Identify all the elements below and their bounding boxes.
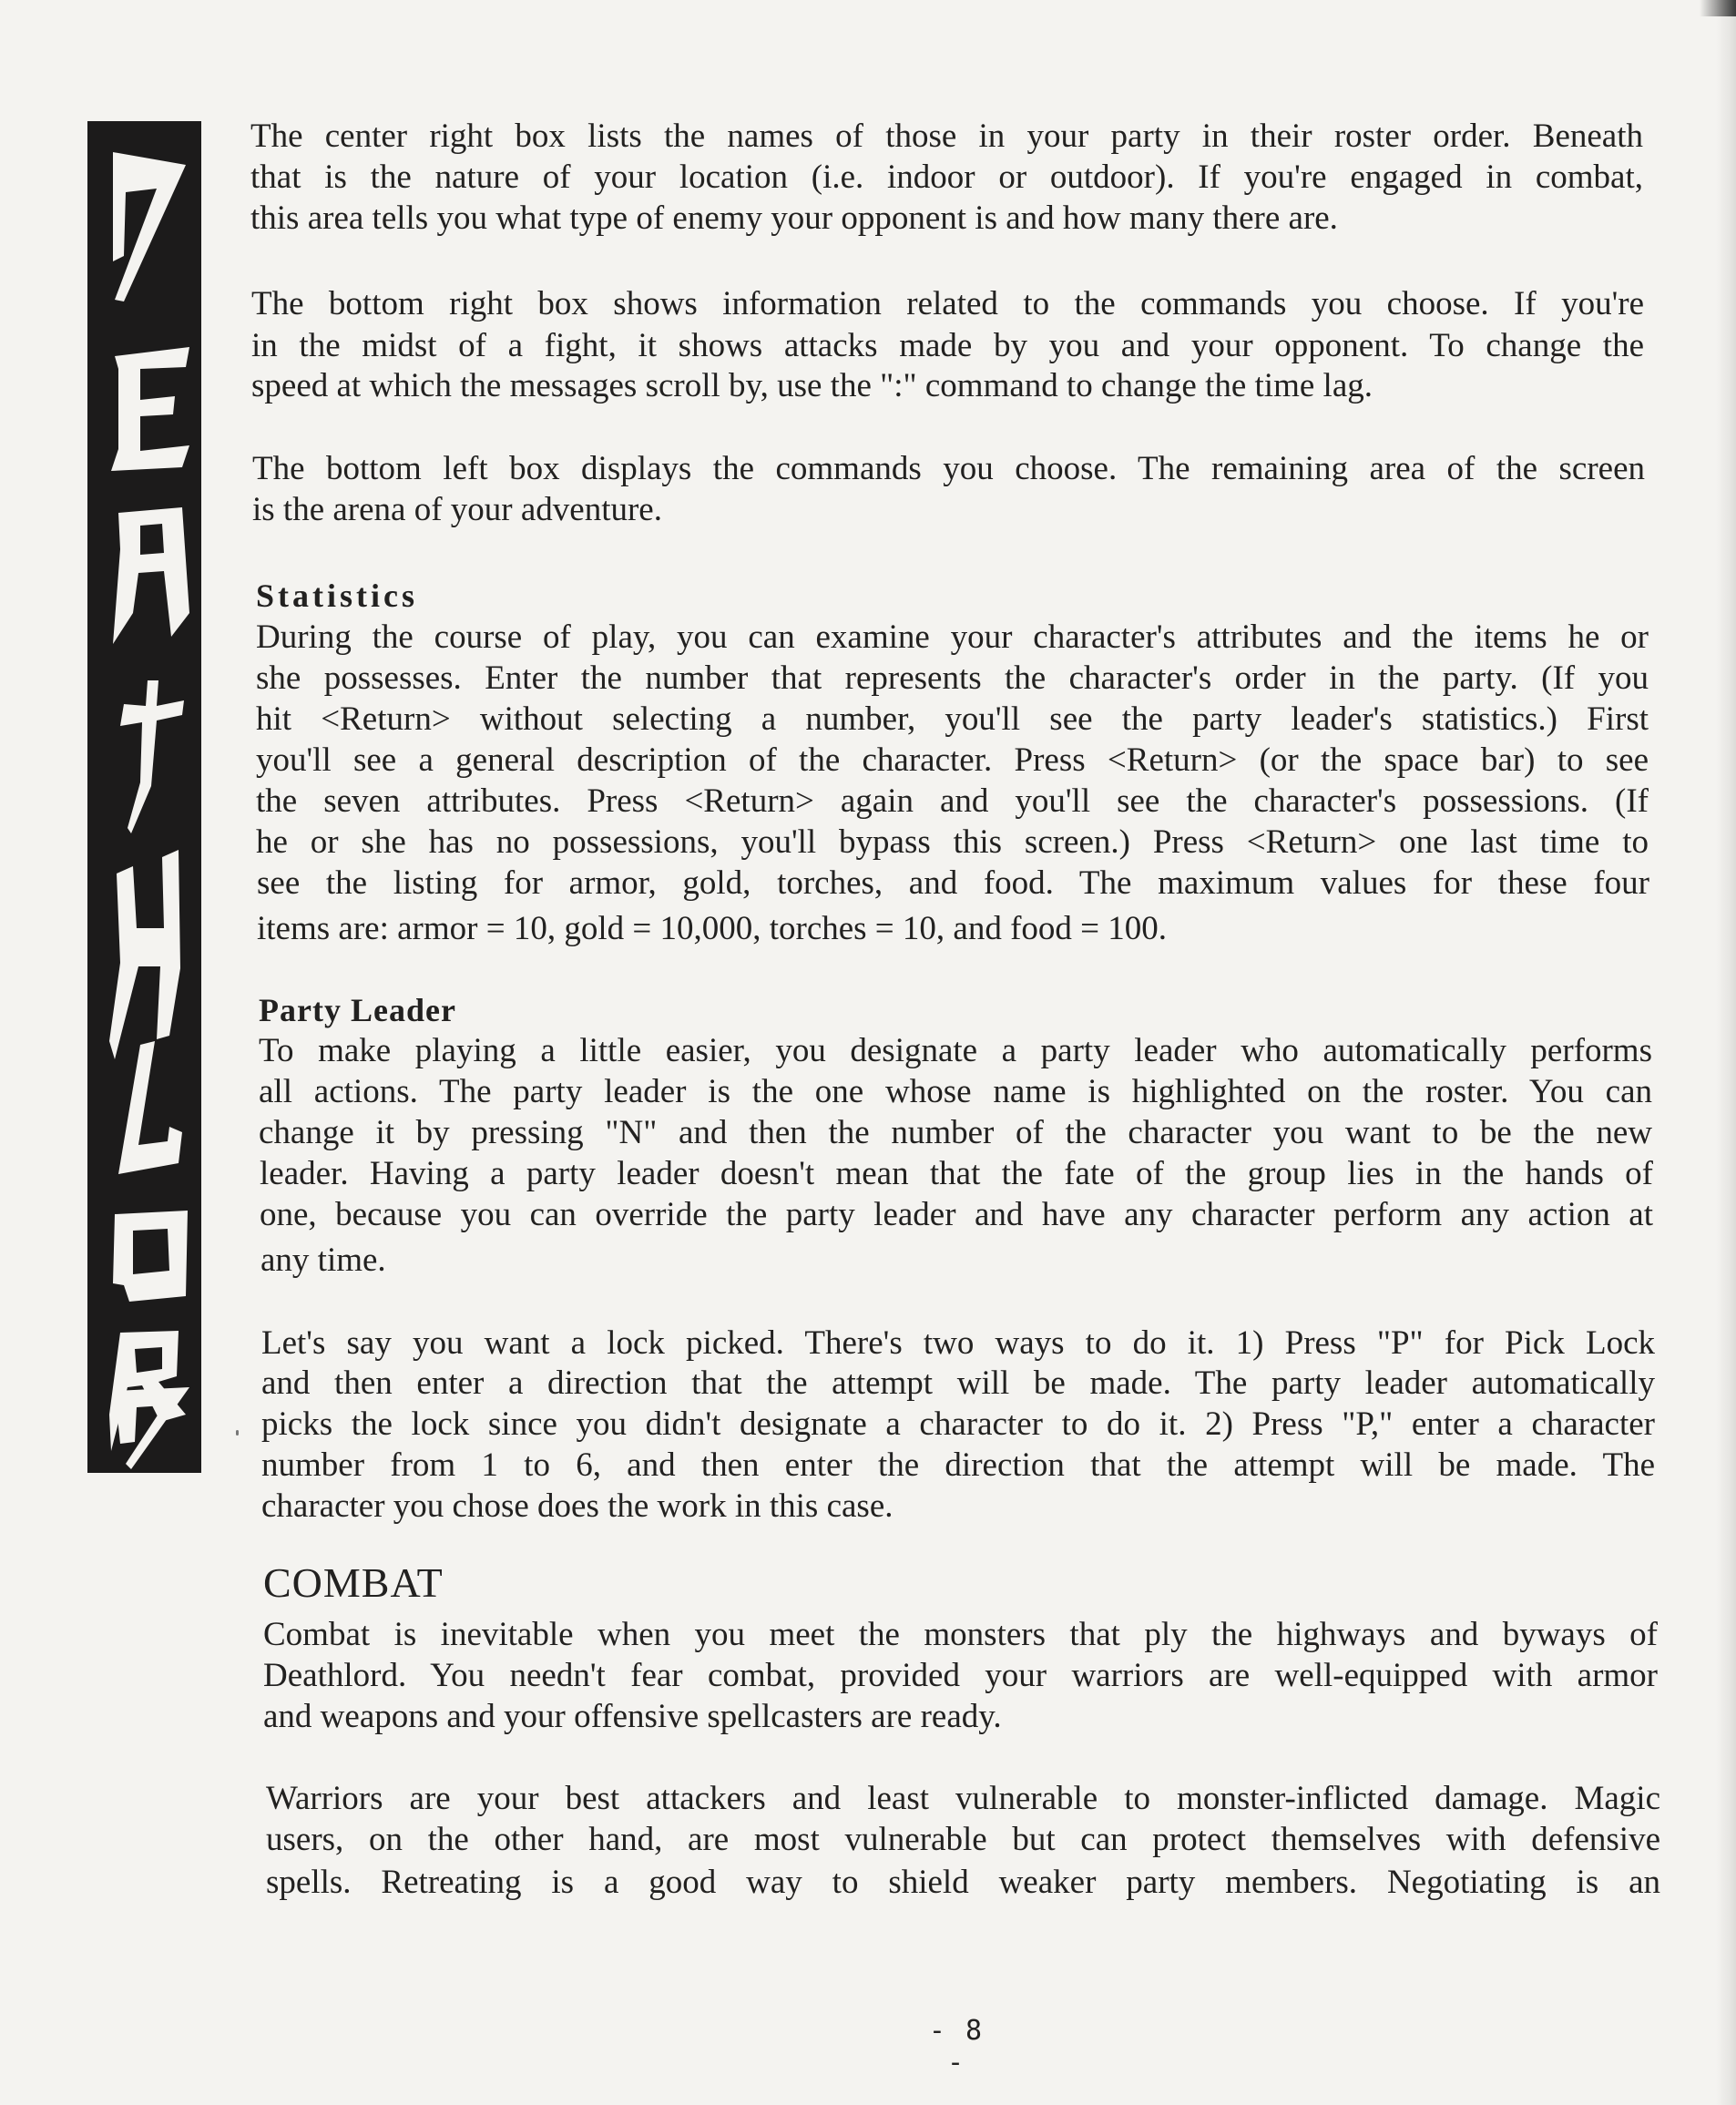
text-line: Warriors are your best attackers and least vulnerable to monster-inflicted damage. Magic bbox=[266, 1780, 1660, 1817]
text-line: The bottom left box displays the commands you choose. The remaining area of the screen bbox=[252, 450, 1645, 487]
text-line: The center right box lists the names of those in your party in their roster order. Beneath bbox=[250, 118, 1643, 155]
party-leader-heading: Party Leader bbox=[259, 992, 456, 1028]
text-line: the seven attributes. Press <Return> again and you'll see the character's possessions. (If bbox=[256, 782, 1649, 820]
text-line: speed at which the messages scroll by, use the ":" command to change the time lag. bbox=[251, 367, 1373, 404]
page-edge bbox=[1716, 0, 1736, 2105]
text-line: picks the lock since you didn't designate a character to do it. 2) Press "P," enter a character bbox=[261, 1405, 1655, 1443]
text-line: Let's say you want a lock picked. There's two ways to do it. 1) Press "P" for Pick Lock bbox=[261, 1324, 1655, 1362]
text-line: spells. Retreating is a good way to shield weaker party members. Negotiating is an bbox=[266, 1864, 1660, 1901]
text-line: and weapons and your offensive spellcasters are ready. bbox=[263, 1698, 1002, 1735]
text-line: hit <Return> without selecting a number, you'll see the party leader's statistics.) First bbox=[256, 700, 1649, 738]
text-line: The bottom right box shows information related to the commands you choose. If you're bbox=[251, 285, 1644, 322]
text-line: you'll see a general description of the character. Press <Return> (or the space bar) to see bbox=[256, 741, 1649, 779]
banner-lettering-bottom bbox=[87, 121, 201, 1473]
text-line: change it by pressing "N" and then the number of the character you want to be the new bbox=[259, 1114, 1652, 1151]
statistics-heading: Statistics bbox=[256, 577, 418, 614]
text-line: During the course of play, you can examine your character's attributes and the items he or bbox=[256, 618, 1649, 656]
text-line: Combat is inevitable when you meet the monsters that ply the highways and byways of bbox=[263, 1616, 1658, 1653]
text-line: leader. Having a party leader doesn't mean that the fate of the group lies in the hands of bbox=[260, 1155, 1653, 1192]
text-line: that is the nature of your location (i.e. indoor or outdoor). If you're engaged in combat, bbox=[250, 158, 1643, 196]
text-line: one, because you can override the party leader and have any character perform any action at bbox=[260, 1196, 1653, 1233]
text-line: Deathlord. You needn't fear combat, provided your warriors are well-equipped with armor bbox=[263, 1657, 1658, 1694]
page-number: - 8 - bbox=[928, 2015, 985, 2079]
text-line: number from 1 to 6, and then enter the direction that the attempt will be made. The bbox=[261, 1446, 1655, 1484]
scan-shadow bbox=[1700, 0, 1736, 16]
text-line: any time. bbox=[260, 1242, 386, 1279]
text-line: character you chose does the work in this case. bbox=[261, 1487, 894, 1525]
text-line: all actions. The party leader is the one whose name is highlighted on the roster. You can bbox=[259, 1073, 1652, 1110]
text-line: he or she has no possessions, you'll bypass this screen.) Press <Return> one last time to bbox=[256, 823, 1649, 861]
text-line: in the midst of a fight, it shows attacks made by you and your opponent. To change the bbox=[251, 327, 1644, 364]
text-line: users, on the other hand, are most vulnerable but can protect themselves with defensive bbox=[266, 1821, 1660, 1858]
scan-speck bbox=[236, 1430, 239, 1436]
text-line: items are: armor = 10, gold = 10,000, torches = 10, and food = 100. bbox=[257, 910, 1168, 947]
deathlord-title-banner bbox=[87, 121, 201, 1473]
text-line: she possesses. Enter the number that represents the character's order in the party. (If you bbox=[256, 659, 1649, 697]
banner-letter-d-final bbox=[115, 1387, 189, 1469]
text-line: see the listing for armor, gold, torches, and food. The maximum values for these four bbox=[257, 864, 1649, 902]
text-line: is the arena of your adventure. bbox=[252, 491, 662, 528]
text-line: this area tells you what type of enemy your opponent is and how many there are. bbox=[250, 199, 1338, 237]
text-line: and then enter a direction that the attempt will be made. The party leader automatically bbox=[261, 1364, 1655, 1402]
text-line: To make playing a little easier, you designate a party leader who automatically performs bbox=[259, 1032, 1652, 1069]
combat-heading: COMBAT bbox=[263, 1559, 444, 1606]
